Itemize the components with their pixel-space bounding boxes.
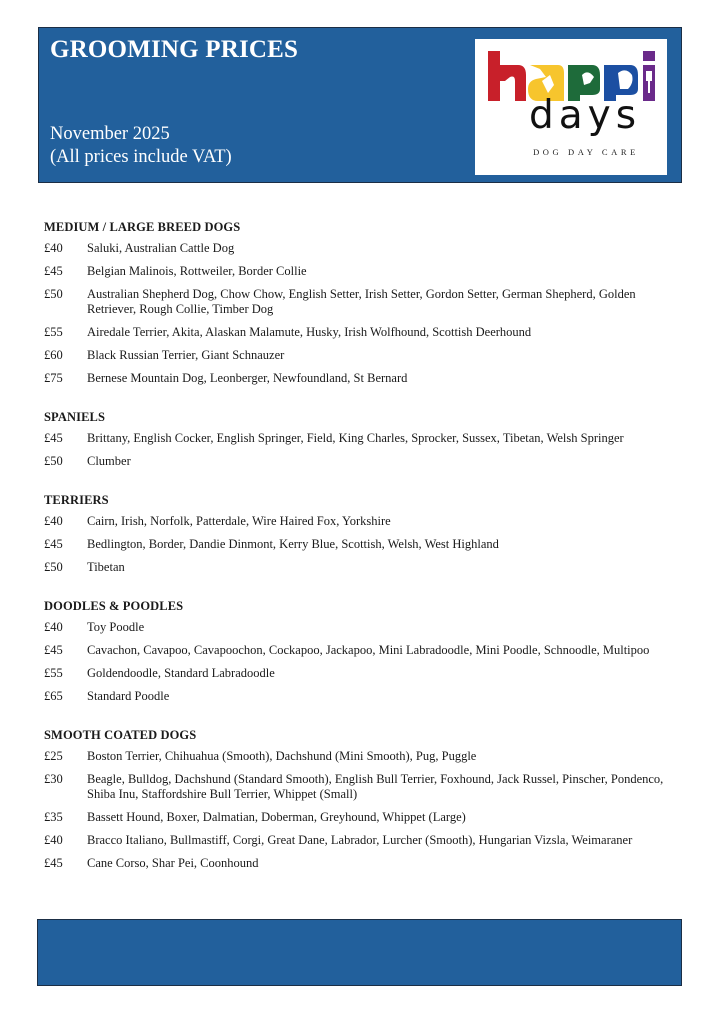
section-doodles-poodles (44, 599, 684, 704)
happi-days-logo (475, 39, 667, 175)
price-row (44, 325, 684, 340)
price-row (44, 514, 684, 529)
section-heading: SMOOTH COATED DOGS (44, 728, 197, 742)
price-row (44, 371, 684, 386)
price-list (44, 220, 684, 895)
breed-list: Toy Poodle (87, 620, 145, 634)
breed-list: Bedlington, Border, Dandie Dinmont, Kerry Blue, Scottish, Welsh, West Highland (87, 537, 499, 551)
breed-list: Boston Terrier, Chihuahua (Smooth), Dachshund (Mini Smooth), Pug, Puggle (87, 749, 477, 763)
breed-list: Bracco Italiano, Bullmastiff, Corgi, Great Dane, Labrador, Lurcher (Smooth), Hungarian Vizsla, Weimaraner (87, 833, 633, 847)
breed-list: Black Russian Terrier, Giant Schnauzer (87, 348, 285, 362)
price: £25 (44, 749, 63, 763)
price: £40 (44, 514, 63, 528)
price-row (44, 348, 684, 363)
price-row (44, 560, 684, 575)
breed-list: Goldendoodle, Standard Labradoodle (87, 666, 275, 680)
price-row (44, 749, 684, 764)
price-row (44, 666, 684, 681)
section-terriers (44, 493, 684, 575)
price: £75 (44, 371, 63, 385)
price: £45 (44, 431, 63, 445)
footer-banner (37, 919, 682, 986)
price-row (44, 241, 684, 256)
price-row (44, 856, 684, 871)
price: £50 (44, 560, 63, 574)
price-row (44, 431, 684, 446)
price-row (44, 287, 684, 317)
breed-list: Cavachon, Cavapoo, Cavapoochon, Cockapoo, Jackapoo, Mini Labradoodle, Mini Poodle, Schnoodle, Multipoo (87, 643, 650, 657)
price: £45 (44, 264, 63, 278)
breed-list: Saluki, Australian Cattle Dog (87, 241, 235, 255)
section-heading: SPANIELS (44, 410, 106, 424)
logo-letter-h (488, 51, 526, 101)
logo-days-text: days (528, 93, 642, 138)
breed-list: Tibetan (87, 560, 125, 574)
breed-list: Australian Shepherd Dog, Chow Chow, English Setter, Irish Setter, Gordon Setter, German Shepherd, Golden Retriever, Rough Collie, Timber Dog (87, 287, 636, 316)
price: £45 (44, 856, 63, 870)
breed-list: Standard Poodle (87, 689, 170, 703)
breed-list: Airedale Terrier, Akita, Alaskan Malamute, Husky, Irish Wolfhound, Scottish Deerhound (87, 325, 532, 339)
price: £55 (44, 666, 63, 680)
price-row (44, 772, 684, 802)
breed-list: Beagle, Bulldog, Dachshund (Standard Smooth), English Bull Terrier, Foxhound, Jack Russel, Pinscher, Pondenco, Shiba Inu, Staffordshire Bull Terrier, Whippet (Small) (87, 772, 664, 801)
logo-letter-i (643, 51, 655, 101)
price-row (44, 643, 684, 658)
vat-note: (All prices include VAT) (50, 147, 232, 167)
breed-list: Cairn, Irish, Norfolk, Patterdale, Wire Haired Fox, Yorkshire (87, 514, 391, 528)
price: £45 (44, 643, 63, 657)
price: £50 (44, 454, 63, 468)
breed-list: Bassett Hound, Boxer, Dalmatian, Doberman, Greyhound, Whippet (Large) (87, 810, 466, 824)
price-row (44, 537, 684, 552)
section-smooth-coated (44, 728, 684, 871)
header-subtitle (50, 123, 232, 169)
price-row (44, 620, 684, 635)
price-row (44, 810, 684, 825)
price: £45 (44, 537, 63, 551)
breed-list: Belgian Malinois, Rottweiler, Border Collie (87, 264, 307, 278)
price: £50 (44, 287, 63, 301)
breed-list: Brittany, English Cocker, English Springer, Field, King Charles, Sprocker, Sussex, Tibetan, Welsh Springer (87, 431, 624, 445)
breed-list: Bernese Mountain Dog, Leonberger, Newfoundland, St Bernard (87, 371, 408, 385)
section-medium-large-breeds (44, 220, 684, 386)
price: £60 (44, 348, 63, 362)
section-spaniels (44, 410, 684, 469)
section-heading: MEDIUM / LARGE BREED DOGS (44, 220, 241, 234)
price: £65 (44, 689, 63, 703)
price-row (44, 689, 684, 704)
price: £40 (44, 241, 63, 255)
price: £55 (44, 325, 63, 339)
logo-tagline: DOG DAY CARE (533, 147, 639, 157)
price: £35 (44, 810, 63, 824)
section-heading: TERRIERS (44, 493, 109, 507)
price-row (44, 833, 684, 848)
price-date: November 2025 (50, 124, 170, 144)
price: £40 (44, 620, 63, 634)
price-row (44, 454, 684, 469)
breed-list: Clumber (87, 454, 131, 468)
price-row (44, 264, 684, 279)
breed-list: Cane Corso, Shar Pei, Coonhound (87, 856, 259, 870)
price: £40 (44, 833, 63, 847)
page-title: GROOMING PRICES (50, 36, 299, 63)
section-heading: DOODLES & POODLES (44, 599, 184, 613)
price: £30 (44, 772, 63, 786)
